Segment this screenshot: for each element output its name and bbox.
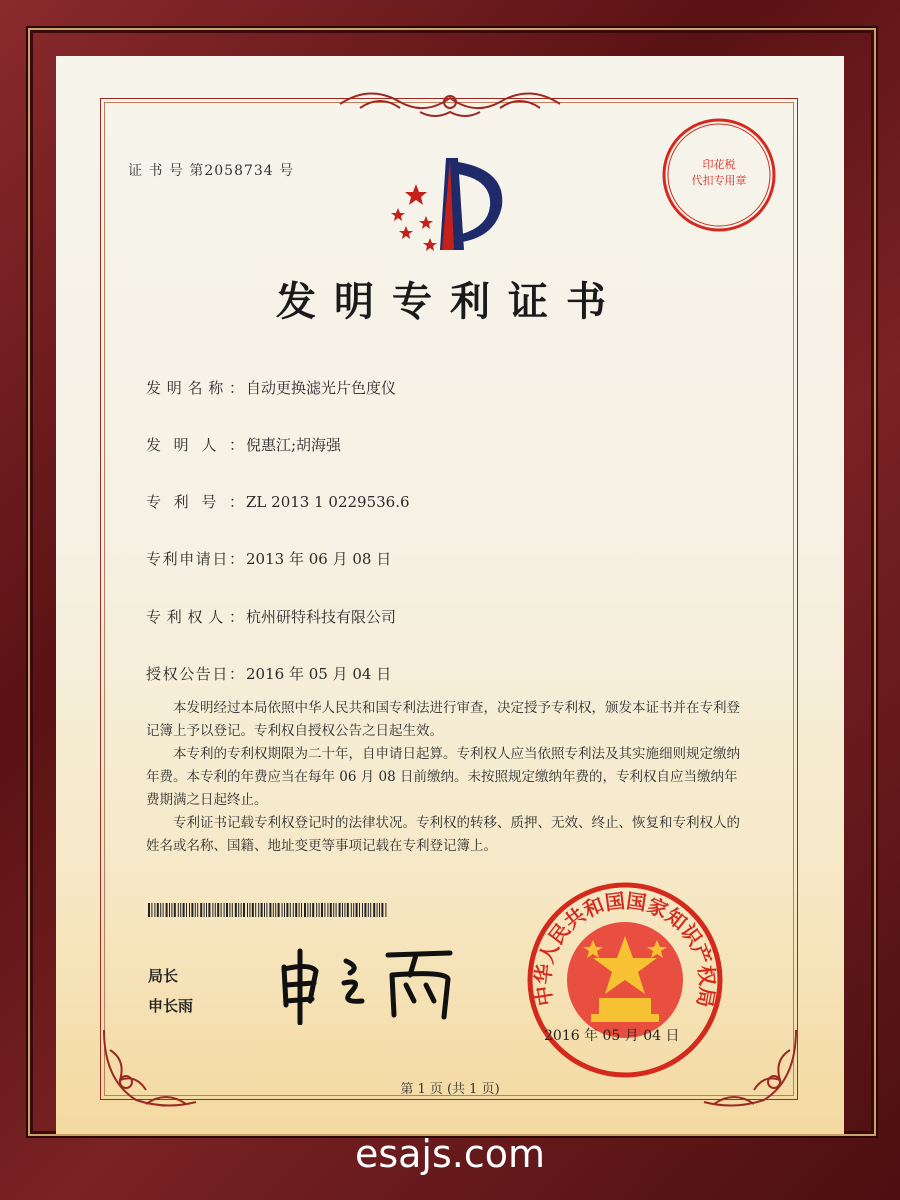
- certificate-body: [146, 697, 746, 858]
- page-number: 第 1 页 (共 1 页): [400, 1082, 500, 1097]
- svg-text:印花税: 印花税: [702, 158, 736, 171]
- field-value: 杭州研特科技有限公司: [246, 608, 397, 626]
- patent-office-logo: [384, 150, 514, 260]
- certificate-number: 证 书 号 第2058734 号: [128, 163, 295, 179]
- field-value: 自动更换滤光片色度仪: [246, 379, 397, 397]
- field-label: 专利申请日：: [146, 550, 244, 568]
- field-value: 2016 年 05 月 04 日: [246, 665, 392, 683]
- field-label: 授权公告日：: [146, 665, 244, 683]
- watermark: esajs.com: [354, 1132, 546, 1176]
- barcode: [148, 903, 388, 917]
- certificate-title: 发明专利证书: [276, 279, 624, 325]
- field-patentee: [146, 606, 396, 627]
- field-value: ZL 2013 1 0229536.6: [246, 493, 410, 511]
- field-invention-name: [146, 377, 396, 398]
- field-value: 倪惠江;胡海强: [246, 436, 342, 454]
- field-label: 发明名称：: [146, 379, 244, 397]
- field-patent-number: [146, 491, 410, 512]
- paragraph: 本专利的专利权期限为二十年，自申请日起算。专利权人应当依照专利法及其实施细则规定缴纳年费。本专利的年费应当在每年 06 月 08 日前缴纳。未按照规定缴纳年费的，专利权自应当缴纳年费期满之日起终止。: [146, 746, 740, 808]
- seal-date: 2016 年 05 月 04 日: [544, 1028, 680, 1044]
- signatory-title: 局长: [148, 967, 179, 985]
- field-label: 专利号：: [146, 493, 244, 511]
- tax-seal: [660, 116, 778, 234]
- paragraph: 专利证书记载专利权登记时的法律状况。专利权的转移、质押、无效、终止、恢复和专利权人的姓名或名称、国籍、地址变更等事项记载在专利登记簿上。: [146, 815, 740, 854]
- field-value: 2013 年 06 月 08 日: [246, 550, 392, 568]
- field-application-date: [146, 548, 391, 569]
- paragraph: 本发明经过本局依照中华人民共和国专利法进行审查，决定授予专利权，颁发本证书并在专利登记簿上予以登记。专利权自授权公告之日起生效。: [146, 700, 740, 739]
- svg-text:代扣专用章: 代扣专用章: [691, 174, 747, 187]
- signatory-name: 申长雨: [148, 997, 194, 1015]
- field-label: 专利权人：: [146, 608, 244, 626]
- official-seal: [525, 880, 725, 1080]
- top-ornament: [330, 84, 570, 124]
- signature-image: [270, 945, 470, 1025]
- field-grant-date: [146, 663, 391, 684]
- svg-text:中华人民共和国国家知识产权局: 中华人民共和国国家知识产权局: [530, 888, 720, 1010]
- field-label: 发明人：: [146, 436, 244, 454]
- field-inventors: [146, 434, 341, 455]
